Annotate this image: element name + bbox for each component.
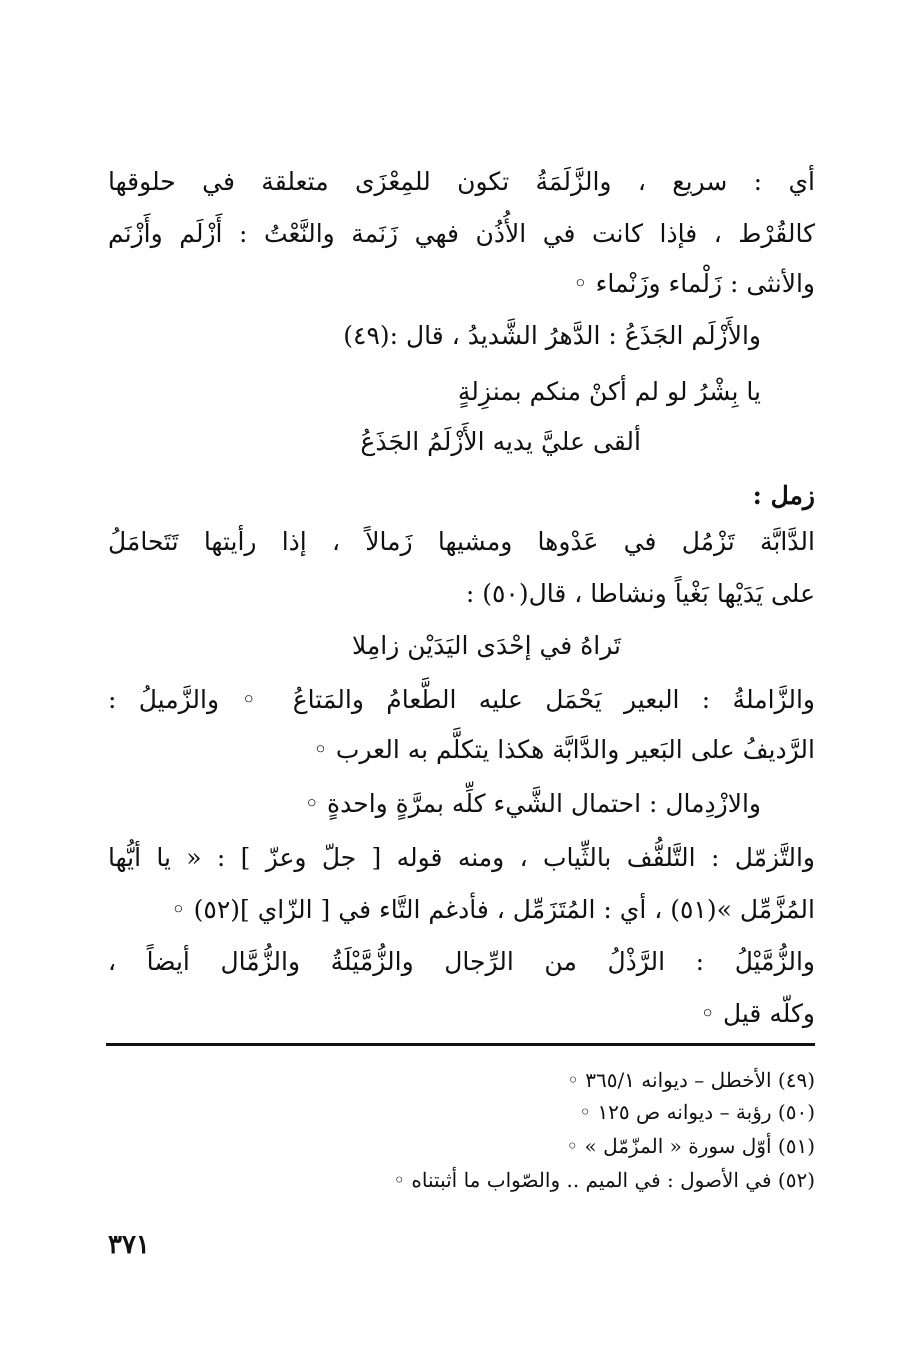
body-line-2: كالقُرْط ، فإذا كانت في الأُذُن فهي زَنَمة والنَّعْتُ : أَزْلَم وأَزْنَم — [108, 219, 815, 248]
verse-line-2: ألقى عليَّ يديه الأَزْلَمُ الجَذَعُ — [360, 427, 641, 456]
footnote-51: (٥١) أوّل سورة « المزّمّل » ◦ — [566, 1134, 815, 1158]
footnote-50: (٥٠) رؤبة – ديوانه ص ١٢٥ ◦ — [579, 1100, 815, 1124]
body-line-3: والأنثى : زَلْماء وزَنْماء ◦ — [572, 269, 815, 298]
body-line-6: على يَدَيْها بَغْياً ونشاطا ، قال(٥٠) : — [465, 579, 815, 608]
body-line-13: وكلّه قيل ◦ — [700, 999, 815, 1028]
body-line-5: الدَّابَّة تَزْمُل في عَدْوها ومشيها زَمالاً ، إذا رأيتها تَتَحامَلُ — [108, 527, 815, 556]
footnote-divider — [106, 1043, 815, 1046]
body-line-10: والتَّزمّل : التَّلفُّف بالثِّياب ، ومنه قوله [ جلّ وعزّ ] : « يا أيُّها — [108, 843, 815, 872]
footnote-49: (٤٩) الأخطل – ديوانه ٣٦٥/١ ◦ — [567, 1068, 815, 1092]
body-line-9: والازْدِمال : احتمال الشَّيء كلِّه بمرَّةٍ واحدةٍ ◦ — [304, 789, 761, 818]
footnote-52: (٥٢) في الأصول : في الميم .. والصّواب ما أثبتناه ◦ — [393, 1168, 815, 1192]
verse-line-1: يا بِشْرُ لو لم أكنْ منكم بمنزِلةٍ — [457, 377, 761, 406]
body-line-12: والزُّمَّيْلُ : الرَّذْلُ من الرِّجال والزُّمَّيْلَةُ والزُّمَّال أيضاً ، — [108, 947, 815, 976]
body-line-7: والزَّاملةُ : البعير يَحْمَل عليه الطَّعامُ والمَتاعُ ◦ والزَّميلُ : — [108, 685, 815, 714]
body-line-4: والأَزْلَم الجَذَعُ : الدَّهرُ الشَّديدُ ، قال :(٤٩) — [343, 321, 761, 350]
entry-heading-zaml: زمل : — [752, 481, 815, 510]
page-number: ٣٧١ — [108, 1230, 150, 1260]
body-line-1: أي : سريع ، والزَّلَمَةُ تكون للمِعْزَى متعلقة في حلوقها — [108, 167, 815, 196]
body-line-11: المُزَّمِّل »(٥١) ، أي : المُتَزَمِّل ، فأدغم التَّاء في [ الزّاي ](٥٢) ◦ — [170, 895, 815, 924]
body-line-8: الرَّديفُ على البَعير والدَّابَّة هكذا يتكلَّم به العرب ◦ — [313, 735, 815, 764]
verse-line-3: تَراهُ في إحْدَى اليَدَيْن زامِلا — [351, 631, 621, 660]
